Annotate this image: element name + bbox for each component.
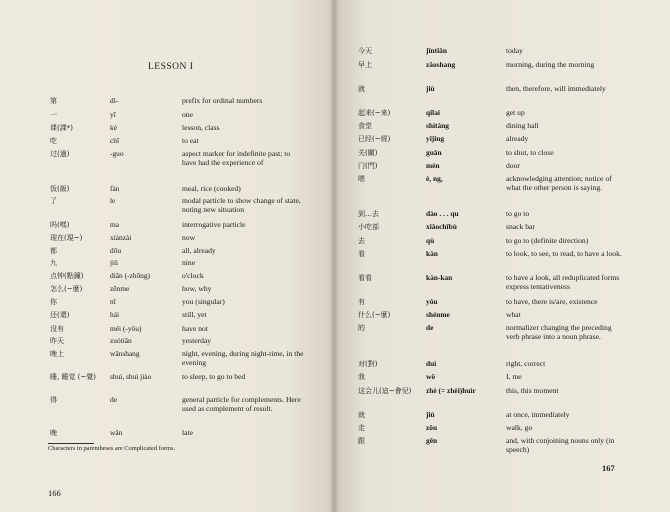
entry-gloss: to look, to see, to read, to have a look.	[506, 249, 622, 258]
entry-pinyin: -guo	[110, 149, 124, 158]
entry-chinese: 食堂	[358, 122, 372, 130]
entry-gloss: all, already	[182, 246, 216, 255]
entry-chinese: 吃	[50, 137, 57, 145]
entry-pinyin: diǎn (-zhōng)	[110, 271, 151, 280]
entry-chinese: 关(關)	[358, 149, 378, 157]
entry-chinese: 起来(~來)	[358, 109, 391, 117]
right-page	[334, 0, 670, 512]
entry-gloss: at once, immediately	[506, 410, 570, 419]
entry-chinese: 小吃部	[358, 223, 379, 231]
entry-pinyin: de	[426, 323, 434, 332]
entry-pinyin: zěnme	[110, 284, 130, 293]
entry-gloss: to go to	[506, 209, 530, 218]
entry-pinyin: fàn	[110, 184, 120, 193]
entry-chinese: 你	[50, 298, 57, 306]
entry-chinese: 走	[358, 424, 365, 432]
entry-gloss: walk, go	[506, 423, 533, 432]
entry-gloss: right, correct	[506, 359, 546, 368]
entry-gloss: meal, rice (cooked)	[182, 184, 241, 193]
entry-gloss: aspect marker for indefinite past; to have had the experience of	[182, 149, 291, 167]
entry-chinese: 门(門)	[358, 162, 378, 170]
entry-chinese: 没有	[50, 325, 64, 333]
footnote-rule	[48, 443, 94, 444]
entry-pinyin: hái	[110, 310, 120, 319]
entry-gloss: one	[182, 110, 193, 119]
entry-chinese: 吗(嗎)	[50, 221, 70, 229]
entry-pinyin: jiù	[426, 84, 435, 93]
entry-gloss: to have a look, all reduplicated forms express tentativeness	[506, 273, 620, 291]
entry-chinese: 就	[358, 85, 365, 93]
entry-chinese: 都	[50, 247, 57, 255]
entry-chinese: 去	[358, 237, 365, 245]
entry-pinyin: dōu	[110, 246, 122, 255]
entry-pinyin: wǒ	[426, 372, 436, 381]
entry-pinyin: le	[110, 196, 116, 205]
entry-pinyin: è, ng,	[426, 174, 443, 183]
entry-chinese: 九	[50, 259, 57, 267]
entry-chinese: 早上	[358, 61, 372, 69]
entry-gloss: today	[506, 46, 523, 55]
entry-pinyin: guān	[426, 148, 442, 157]
entry-gloss: and, with conjoining nouns only (in speech)	[506, 436, 615, 454]
entry-pinyin: jīntiān	[426, 46, 447, 55]
entry-gloss: interrogative particle	[182, 220, 246, 229]
entry-chinese: 过(過)	[50, 150, 70, 158]
entry-chinese: 看看	[358, 274, 372, 282]
entry-chinese: 有	[358, 298, 365, 306]
entry-chinese: 我	[358, 373, 365, 381]
entry-gloss: still, yet	[182, 310, 207, 319]
entry-gloss: get up	[506, 108, 525, 117]
entry-pinyin: gēn	[426, 436, 438, 445]
entry-pinyin: yǒu	[426, 297, 438, 306]
entry-chinese: 嗯	[358, 175, 365, 183]
page-number-right: 167	[602, 463, 615, 473]
entry-gloss: what	[506, 310, 521, 319]
entry-chinese: 已经(~經)	[358, 135, 391, 143]
entry-pinyin: yǐjing	[426, 134, 445, 143]
entry-pinyin: mén	[426, 161, 440, 170]
book-gutter-shadow	[329, 0, 339, 512]
entry-pinyin: qù	[426, 236, 435, 245]
entry-chinese: 今天	[358, 47, 372, 55]
entry-chinese: 得	[50, 396, 57, 404]
entry-pinyin: xiǎochībù	[426, 222, 457, 231]
entry-chinese: 的	[358, 324, 365, 332]
entry-pinyin: qǐlai	[426, 108, 440, 117]
entry-chinese: 晚上	[50, 350, 64, 358]
entry-gloss: night, evening, during night-time, in the evening	[182, 349, 304, 367]
entry-chinese: 跟	[358, 437, 365, 445]
entry-chinese: 到…去	[358, 210, 379, 218]
entry-pinyin: nǐ	[110, 297, 116, 306]
entry-pinyin: dì-	[110, 96, 119, 105]
entry-gloss: have not	[182, 324, 208, 333]
entry-gloss: to have, there is/are, existence	[506, 297, 598, 306]
entry-chinese: 睡, 睡觉 (~覺)	[50, 373, 97, 381]
entry-chinese: 这会儿(這~會兒)	[358, 387, 412, 395]
entry-pinyin: de	[110, 395, 117, 404]
entry-pinyin: kàn	[426, 249, 438, 258]
entry-pinyin: duì	[426, 359, 437, 368]
footnote: Characters in parentheses are Complicated forms.	[48, 445, 176, 452]
entry-chinese: 还(還)	[50, 311, 70, 319]
entry-chinese: 饭(飯)	[50, 185, 70, 193]
entry-chinese: 怎么(~麼)	[50, 285, 83, 293]
entry-pinyin: wǎn	[110, 428, 123, 437]
entry-pinyin: shuì, shuì jiào	[110, 372, 152, 381]
entry-gloss: then, therefore, will immediately	[506, 84, 606, 93]
entry-gloss: I, me	[506, 372, 522, 381]
entry-gloss: snack bar	[506, 222, 535, 231]
entry-gloss: door	[506, 161, 520, 170]
entry-pinyin: ma	[110, 220, 120, 229]
entry-gloss: general particle for complements. Here used as complement of result.	[182, 395, 301, 413]
entry-gloss: you (singular)	[182, 297, 225, 306]
entry-pinyin: xiànzài	[110, 233, 132, 242]
entry-gloss: how, why	[182, 284, 212, 293]
lesson-title: LESSON I	[148, 62, 194, 72]
entry-chinese: 昨天	[50, 337, 64, 345]
entry-chinese: 看	[358, 250, 365, 258]
entry-pinyin: zǒu	[426, 423, 438, 432]
entry-chinese: 晚	[50, 429, 57, 437]
entry-gloss: acknowledging attention; notice of what the other person is saying.	[506, 174, 612, 192]
entry-chinese: 了	[50, 197, 57, 205]
entry-chinese: 现在(現~)	[50, 234, 83, 242]
entry-chinese: 什么(~麼)	[358, 311, 391, 319]
entry-chinese: 点钟(點鐘)	[50, 272, 84, 280]
entry-gloss: to go to (definite direction)	[506, 236, 589, 245]
entry-pinyin: zuótiān	[110, 336, 132, 345]
entry-pinyin: kè	[110, 123, 117, 132]
entry-chinese: 第	[50, 97, 57, 105]
entry-pinyin: méi (-yǒu)	[110, 324, 142, 333]
entry-chinese: 对(對)	[358, 360, 378, 368]
entry-gloss: morning, during the morning	[506, 60, 595, 69]
entry-pinyin: zhè (= zhèi)huìr	[426, 386, 476, 395]
page-number-left: 166	[48, 488, 61, 498]
entry-gloss: nine	[182, 258, 196, 267]
entry-gloss: modal particle to show change of state, noting new situation	[182, 196, 301, 214]
entry-pinyin: zǎoshang	[426, 60, 456, 69]
entry-chinese: 课(課*)	[50, 124, 73, 132]
entry-gloss: already	[506, 134, 529, 143]
entry-gloss: this, this moment	[506, 386, 559, 395]
entry-gloss: to eat	[182, 136, 199, 145]
entry-pinyin: shítáng	[426, 121, 450, 130]
entry-gloss: to sleep, to go to bed	[182, 372, 246, 381]
entry-gloss: late	[182, 428, 193, 437]
entry-chinese: 一	[50, 111, 57, 119]
left-page	[0, 0, 334, 512]
entry-pinyin: kàn-kan	[426, 273, 453, 282]
entry-gloss: now	[182, 233, 196, 242]
entry-pinyin: yī	[110, 110, 116, 119]
entry-pinyin: chī	[110, 136, 120, 145]
entry-chinese: 就	[358, 411, 365, 419]
entry-pinyin: wǎnshang	[110, 349, 140, 358]
entry-gloss: normalizer changing the preceding verb phrase into a noun phrase.	[506, 323, 612, 341]
entry-gloss: dining hall	[506, 121, 539, 130]
entry-gloss: to shut, to close	[506, 148, 554, 157]
entry-pinyin: shénme	[426, 310, 450, 319]
entry-gloss: lesson, class	[182, 123, 220, 132]
entry-gloss: prefix for ordinal numbers	[182, 96, 263, 105]
entry-pinyin: dào . . . qu	[426, 209, 459, 218]
entry-gloss: yesterday	[182, 336, 212, 345]
entry-pinyin: jiǔ	[110, 258, 118, 267]
entry-pinyin: jiù	[426, 410, 435, 419]
entry-gloss: o'clock	[182, 271, 204, 280]
